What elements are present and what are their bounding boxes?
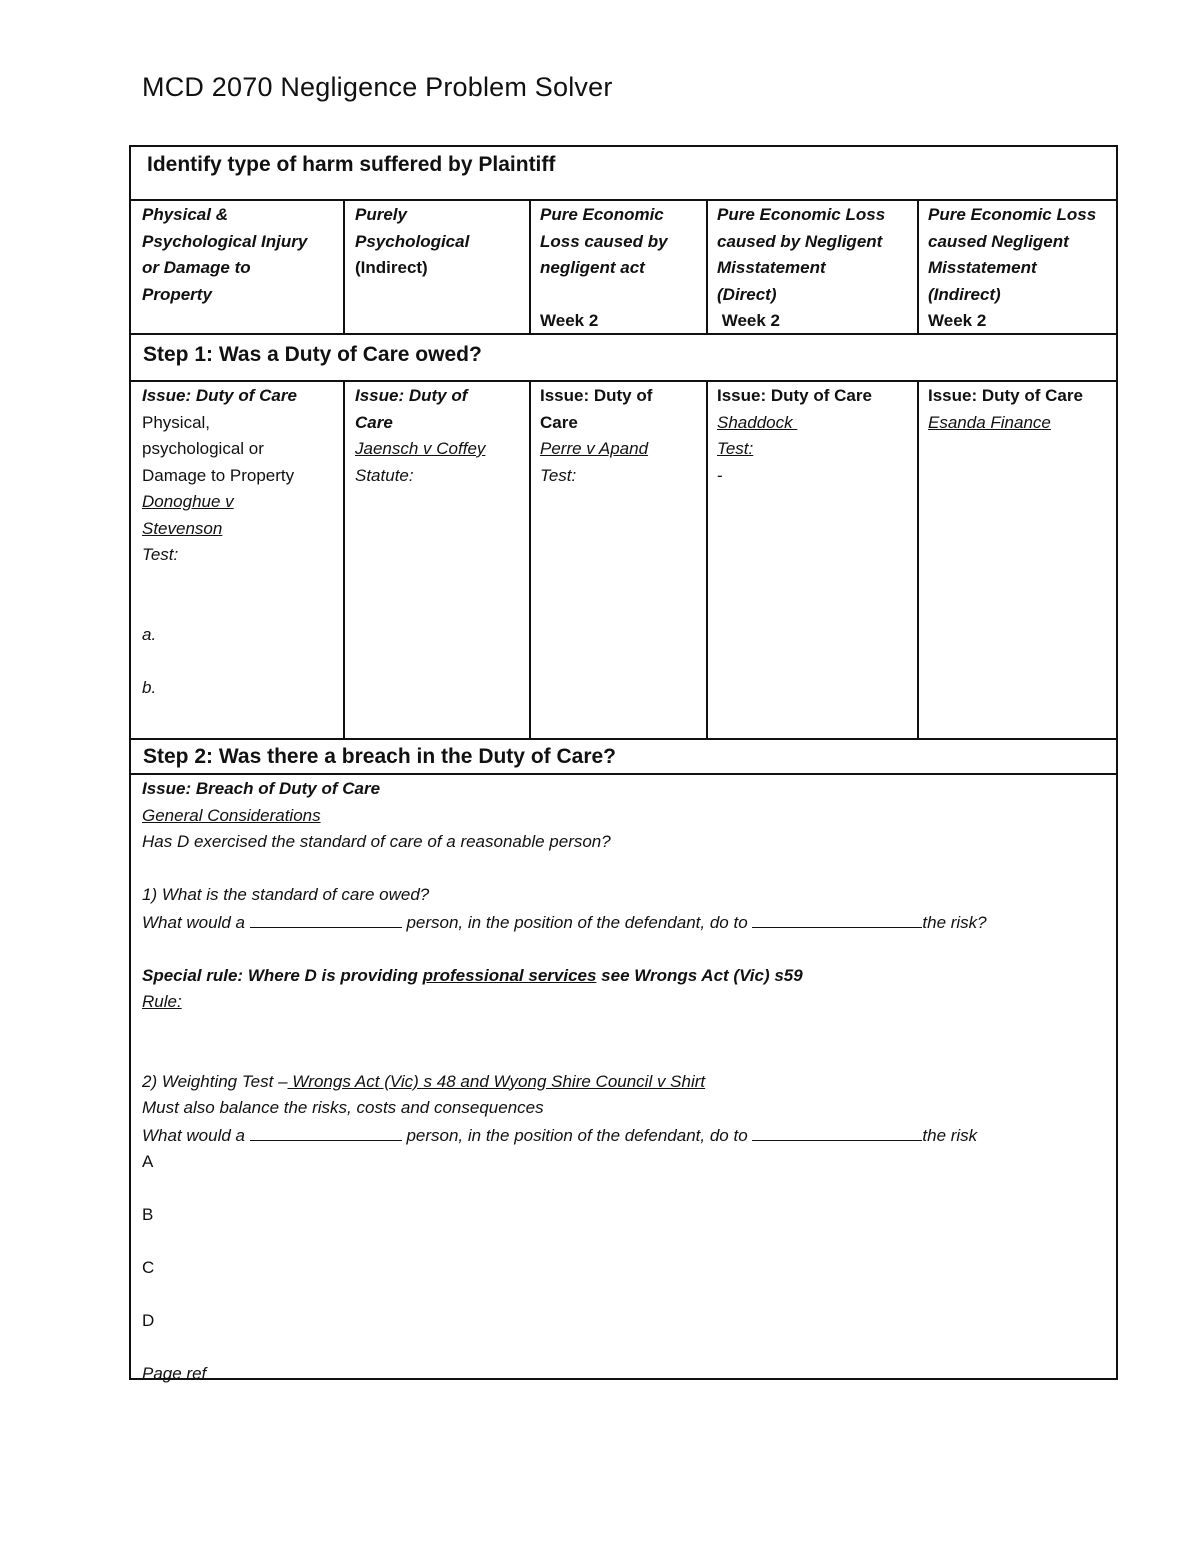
column-rule xyxy=(529,380,531,738)
prompt-text: the risk xyxy=(922,1125,978,1145)
case-name: Stevenson xyxy=(142,518,223,538)
harm-line: Physical & xyxy=(142,205,228,224)
factor-label: D xyxy=(142,1311,155,1330)
harm-line: (Indirect) xyxy=(355,258,428,277)
case-name: Shaddock xyxy=(717,412,798,432)
duty-column-pel-act xyxy=(540,383,705,489)
factor-label: A xyxy=(142,1152,154,1171)
blank-line[interactable] xyxy=(250,909,402,928)
description: Physical, xyxy=(142,412,211,432)
harm-week: Week 2 xyxy=(540,311,599,330)
negligence-table xyxy=(129,145,1118,1383)
issue-label: Issue: Breach of Duty of Care xyxy=(142,779,381,798)
document-title: MCD 2070 Negligence Problem Solver xyxy=(142,72,613,102)
standard-question: 1) What is the standard of care owed? xyxy=(142,885,430,904)
case-name: Esanda Finance xyxy=(928,412,1051,432)
description: psychological or xyxy=(142,439,264,458)
page-ref-label: Page ref xyxy=(142,1364,207,1383)
duty-column-psychological xyxy=(355,383,525,489)
test-label: Test: xyxy=(717,439,754,458)
harm-line: Purely xyxy=(355,205,407,224)
rule-label: Rule: xyxy=(142,992,182,1011)
issue-label: Issue: Duty of Care xyxy=(717,386,872,405)
special-rule-text: see Wrongs Act (Vic) s59 xyxy=(596,965,803,985)
test-label: Test: xyxy=(142,545,179,564)
blank-line[interactable] xyxy=(752,1122,922,1141)
standard-fill-line xyxy=(142,909,1102,937)
step1-heading: Step 1: Was a Duty of Care owed? xyxy=(143,343,482,366)
table-rule xyxy=(131,738,1116,740)
column-rule xyxy=(343,380,345,738)
factor-label: B xyxy=(142,1205,154,1224)
issue-label: Care xyxy=(355,412,393,432)
harm-line: caused by Negligent xyxy=(717,231,883,251)
case-name: Donoghue v xyxy=(142,492,234,511)
harm-line: Pure Economic Loss xyxy=(717,205,886,224)
weighting-fill-line xyxy=(142,1122,1102,1150)
special-rule xyxy=(142,963,1102,990)
harm-line: Pure Economic Loss xyxy=(928,205,1097,224)
step2-heading: Step 2: Was there a breach in the Duty of Care? xyxy=(143,745,616,768)
table-rule xyxy=(131,380,1116,382)
harm-line: (Indirect) xyxy=(928,284,1001,304)
column-rule xyxy=(706,380,708,738)
balance-text: Must also balance the risks, costs and consequences xyxy=(142,1098,544,1117)
weighting-test xyxy=(142,1069,1102,1096)
harm-line: negligent act xyxy=(540,258,645,277)
table-rule xyxy=(131,199,1116,201)
table-rule xyxy=(131,773,1116,775)
column-rule xyxy=(917,199,919,333)
harm-column-pel-direct xyxy=(717,202,915,335)
special-rule-text: Special rule: Where D is providing xyxy=(142,965,423,985)
column-rule xyxy=(917,380,919,738)
test-label: Test: xyxy=(540,465,577,485)
issue-label: Issue: Duty of xyxy=(355,386,468,405)
duty-column-physical xyxy=(142,383,340,701)
point-label: a. xyxy=(142,624,157,644)
issue-label: Care xyxy=(540,412,578,432)
harm-line: Psychological xyxy=(355,231,470,251)
case-name: Perre v Apand xyxy=(540,439,649,458)
harm-heading: Identify type of harm suffered by Plaintiff xyxy=(147,153,556,176)
prompt-text: person, in the position of the defendant, do to xyxy=(401,912,753,932)
harm-line: or Damage to xyxy=(142,258,251,277)
column-rule xyxy=(706,199,708,333)
prompt-text: What would a xyxy=(142,1125,250,1145)
point-label: b. xyxy=(142,677,157,697)
breach-section xyxy=(142,776,1102,1388)
reasonable-person-question: Has D exercised the standard of care of a reasonable person? xyxy=(142,832,611,851)
prompt-text: person, in the position of the defendant, do to xyxy=(401,1125,753,1145)
weighting-authority: Wrongs Act (Vic) s 48 and Wyong Shire Council v Shirt xyxy=(287,1071,706,1091)
weighting-text: 2) Weighting Test – xyxy=(142,1071,288,1091)
harm-line: Loss caused by xyxy=(540,231,668,251)
harm-line: Pure Economic xyxy=(540,205,664,224)
harm-line: Misstatement xyxy=(717,258,826,277)
issue-label: Issue: Duty of Care xyxy=(928,386,1083,405)
harm-week: Week 2 xyxy=(717,311,781,330)
prompt-text: the risk? xyxy=(922,912,987,932)
case-name: Jaensch v Coffey xyxy=(355,439,486,458)
dash-mark: - xyxy=(717,465,723,485)
harm-column-pel-act xyxy=(540,202,705,335)
harm-line: Property xyxy=(142,284,212,304)
duty-column-pel-direct xyxy=(717,383,915,489)
harm-line: (Direct) xyxy=(717,284,777,304)
statute-label: Statute: xyxy=(355,465,414,485)
harm-column-psychological xyxy=(355,202,525,282)
duty-column-pel-indirect xyxy=(928,383,1116,436)
general-considerations: General Considerations xyxy=(142,805,321,825)
blank-line[interactable] xyxy=(752,909,922,928)
prompt-text: What would a xyxy=(142,912,250,932)
harm-week: Week 2 xyxy=(928,311,987,330)
issue-label: Issue: Duty of Care xyxy=(142,386,297,405)
harm-column-pel-indirect xyxy=(928,202,1116,335)
harm-column-physical xyxy=(142,202,340,308)
harm-line: caused Negligent xyxy=(928,231,1069,251)
column-rule xyxy=(343,199,345,333)
blank-line[interactable] xyxy=(250,1122,402,1141)
description: Damage to Property xyxy=(142,465,295,485)
harm-line: Misstatement xyxy=(928,258,1037,277)
professional-services: professional services xyxy=(422,965,597,985)
issue-label: Issue: Duty of xyxy=(540,386,653,405)
factor-label: C xyxy=(142,1258,155,1277)
column-rule xyxy=(529,199,531,333)
harm-line: Psychological Injury xyxy=(142,231,308,251)
